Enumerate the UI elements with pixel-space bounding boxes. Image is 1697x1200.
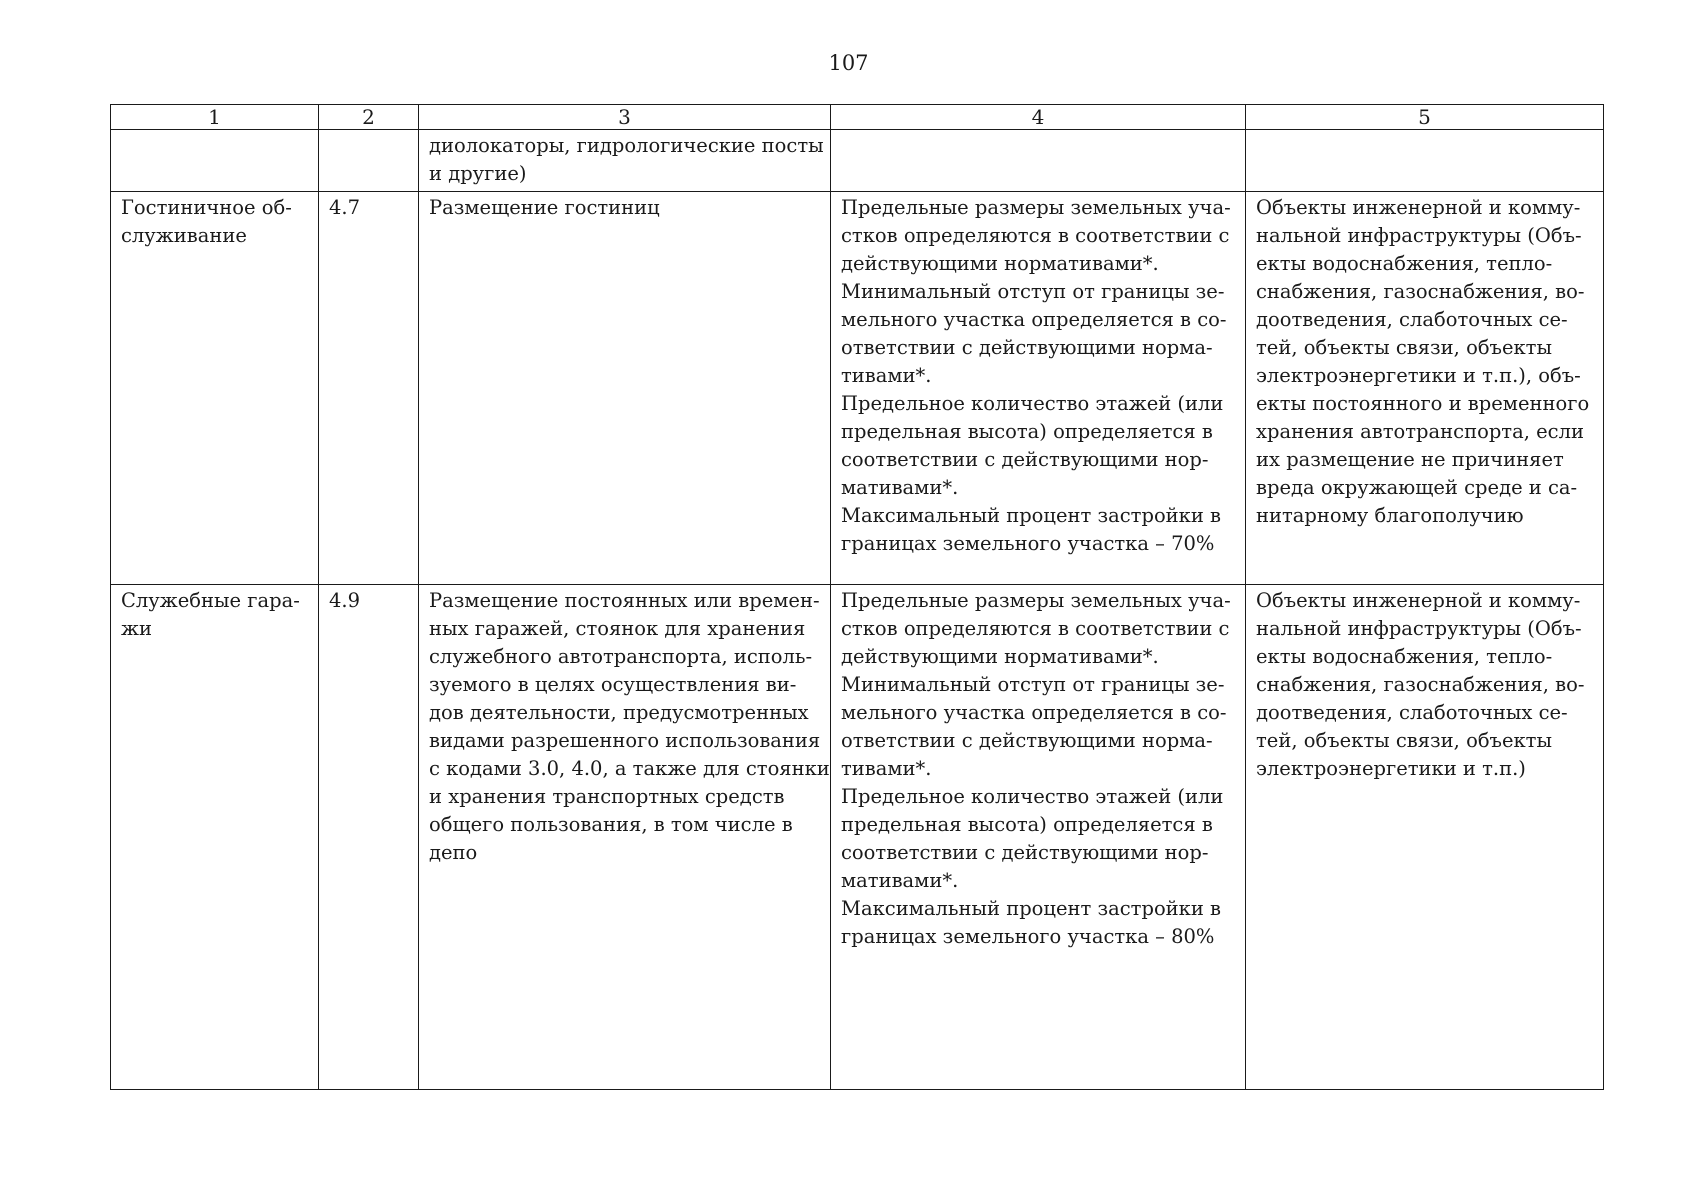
cell-line: екты водоснабжения, тепло-	[1256, 645, 1553, 668]
cell-line: стков определяются в соответствии с	[841, 224, 1230, 247]
description-cell	[419, 585, 831, 1090]
parameters-cell	[831, 585, 1246, 1090]
table-row	[111, 130, 1604, 192]
code-cell	[319, 130, 419, 192]
cell-line: снабжения, газоснабжения, во-	[1256, 673, 1585, 696]
cell-line: действующими нормативами*.	[841, 252, 1159, 275]
cell-line: ответствии с действующими норма-	[841, 729, 1213, 752]
cell-line: Предельное количество этажей (или	[841, 785, 1224, 808]
parameters-cell	[831, 130, 1246, 192]
cell-line: тей, объекты связи, объекты	[1256, 336, 1552, 359]
header-cell-1: 1	[111, 105, 319, 130]
cell-line: видами разрешенного использования	[429, 729, 821, 752]
table-header-row	[111, 105, 1604, 130]
table-row	[111, 192, 1604, 585]
header-cell-4: 4	[831, 105, 1246, 130]
cell-line: и другие)	[429, 162, 527, 185]
related-objects-cell	[1246, 130, 1604, 192]
cell-line: диолокаторы, гидрологические посты	[429, 134, 824, 157]
cell-line: мативами*.	[841, 476, 959, 499]
cell-line: екты постоянного и временного	[1256, 392, 1590, 415]
cell-line: с кодами 3.0, 4.0, а также для стоянки	[429, 757, 830, 780]
cell-line: Объекты инженерной и комму-	[1256, 196, 1581, 219]
cell-line: ных гаражей, стоянок для хранения	[429, 617, 806, 640]
cell-line: электроэнергетики и т.п.), объ-	[1256, 364, 1581, 387]
cell-line: Размещение постоянных или времен-	[429, 589, 820, 612]
cell-line: ответствии с действующими норма-	[841, 336, 1213, 359]
cell-line: екты водоснабжения, тепло-	[1256, 252, 1553, 275]
cell-line: предельная высота) определяется в	[841, 813, 1213, 836]
page-number: 107	[828, 51, 869, 75]
description-cell	[419, 192, 831, 585]
cell-line: нальной инфраструктуры (Объ-	[1256, 617, 1582, 640]
name-cell	[111, 585, 319, 1090]
cell-line: хранения автотранспорта, если	[1256, 420, 1584, 443]
cell-line: Служебные гара-	[121, 589, 300, 612]
cell-line: общего пользования, в том числе в	[429, 813, 793, 836]
cell-line: Гостиничное об-	[121, 196, 292, 219]
cell-line: вреда окружающей среде и са-	[1256, 476, 1578, 499]
cell-line: Предельные размеры земельных уча-	[841, 196, 1231, 219]
cell-line: их размещение не причиняет	[1256, 448, 1564, 471]
cell-line: 4.9	[329, 589, 361, 612]
cell-line: нитарному благополучию	[1256, 504, 1524, 527]
cell-line: Размещение гостиниц	[429, 196, 660, 219]
header-cell-5: 5	[1246, 105, 1604, 130]
description-cell	[419, 130, 831, 192]
header-cell-3: 3	[419, 105, 831, 130]
cell-line: соответствии с действующими нор-	[841, 448, 1209, 471]
parameters-cell	[831, 192, 1246, 585]
cell-line: служебного автотранспорта, исполь-	[429, 645, 813, 668]
cell-line: тивами*.	[841, 364, 932, 387]
code-cell	[319, 585, 419, 1090]
cell-line: депо	[429, 841, 478, 864]
cell-line: границах земельного участка – 80%	[841, 925, 1215, 948]
cell-line: Предельное количество этажей (или	[841, 392, 1224, 415]
cell-line: мельного участка определяется в со-	[841, 308, 1227, 331]
cell-line: мельного участка определяется в со-	[841, 701, 1227, 724]
cell-line: тивами*.	[841, 757, 932, 780]
cell-line: Объекты инженерной и комму-	[1256, 589, 1581, 612]
table-row	[111, 585, 1604, 1090]
cell-line: и хранения транспортных средств	[429, 785, 785, 808]
cell-line: стков определяются в соответствии с	[841, 617, 1230, 640]
cell-line: Максимальный процент застройки в	[841, 504, 1222, 527]
cell-line: снабжения, газоснабжения, во-	[1256, 280, 1585, 303]
cell-line: границах земельного участка – 70%	[841, 532, 1215, 555]
cell-line: Минимальный отступ от границы зе-	[841, 673, 1225, 696]
cell-line: Предельные размеры земельных уча-	[841, 589, 1231, 612]
related-objects-cell	[1246, 585, 1604, 1090]
cell-line: соответствии с действующими нор-	[841, 841, 1209, 864]
cell-line: жи	[121, 617, 152, 640]
cell-line: предельная высота) определяется в	[841, 420, 1213, 443]
zoning-table	[110, 104, 1604, 1090]
cell-line: дов деятельности, предусмотренных	[429, 701, 809, 724]
cell-line: доотведения, слаботочных се-	[1256, 308, 1568, 331]
cell-line: 4.7	[329, 196, 361, 219]
cell-line: нальной инфраструктуры (Объ-	[1256, 224, 1582, 247]
cell-line: Минимальный отступ от границы зе-	[841, 280, 1225, 303]
cell-line: тей, объекты связи, объекты	[1256, 729, 1552, 752]
name-cell	[111, 130, 319, 192]
cell-line: Максимальный процент застройки в	[841, 897, 1222, 920]
code-cell	[319, 192, 419, 585]
cell-line: зуемого в целях осуществления ви-	[429, 673, 797, 696]
name-cell	[111, 192, 319, 585]
cell-line: мативами*.	[841, 869, 959, 892]
cell-line: электроэнергетики и т.п.)	[1256, 757, 1526, 780]
cell-line: доотведения, слаботочных се-	[1256, 701, 1568, 724]
cell-line: действующими нормативами*.	[841, 645, 1159, 668]
header-cell-2: 2	[319, 105, 419, 130]
related-objects-cell	[1246, 192, 1604, 585]
cell-line: служивание	[121, 224, 247, 247]
